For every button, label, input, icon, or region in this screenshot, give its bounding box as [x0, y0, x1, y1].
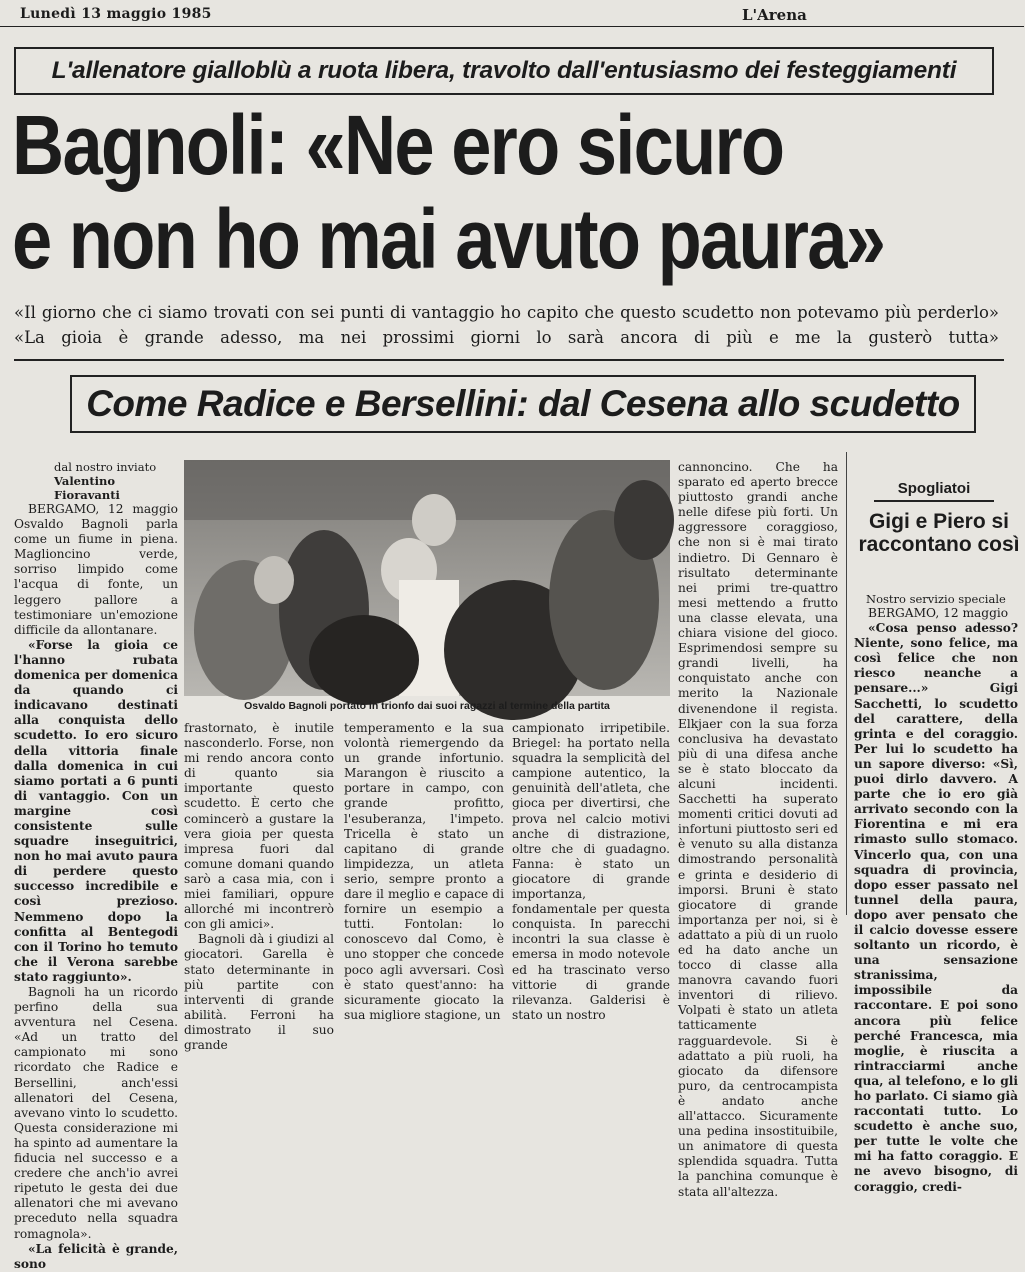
article-paragraph: Bagnoli ha un ricordo perfino della sua avventura nel Cesena. «Ad un tratto del campionato mi sono ricordato che Radice e Bersellini, anch'essi allenatori del Cesena, avevano vinto lo scudetto. Questa considerazione mi ha spinto ad aumentare la fiducia nel successo e a credere che anch'io avrei ripetuto le gesta dei due allenatori che mi avevano preceduto nella squadra romagnola».	[14, 985, 178, 1241]
sidebar-title: Gigi e Piero si raccontano così	[858, 510, 1020, 556]
headline-line-1: Bagnoli: «Ne ero sicuro	[12, 98, 784, 192]
subhead-line-2: «La gioia è grande adesso, ma nei prossimi giorni lo sarà ancora di più e me la gusterò tutta»	[14, 328, 999, 347]
article-paragraph: «Forse la gioia ce l'hanno rubata domenica per domenica da quando ci indicavano destinati alla conquista dello scudetto. Io ero sicuro della vittoria finale dalla domenica in cui siamo portati a 6 punti di vantaggio. Con un margine così consistente sulle squadre inseguitrici, non ho mai avuto paura di perdere questo successo incredibile e così prezioso. Nemmeno dopo la confitta al Bentegodi con il Torino ho temuto che il Verona sarebbe stato raggiunto».	[14, 637, 178, 984]
kicker-headline: L'allenatore gialloblù a ruota libera, travolto dall'entusiasmo dei festeggiamenti	[14, 47, 994, 95]
article-photo	[184, 460, 670, 696]
newspaper-name: L'Arena	[742, 6, 807, 24]
article-column-1	[14, 460, 178, 1271]
byline-label: dal nostro inviato	[54, 460, 157, 474]
sidebar-label: Spogliatoi	[874, 480, 994, 502]
sidebar-paragraph: «Cosa penso adesso? Niente, sono felice, ma così felice che non riesco neanche a pensare...» Gigi Sacchetti, lo scudetto del carattere, della grinta e del coraggio. Per lui lo scudetto ha un sapore diverso: «Sì, puoi dirlo davvero. A parte che io ero già arrivato secondo con la Fiorentina e mi era rimasto sullo stomaco. Vincerlo qua, con una squadra di provincia, dopo esser passato nel tunnel della paura, dopo aver pensato che il calcio dovesse essere soltanto un ricordo, è una sensazione stranissima, impossibile da raccontare. E poi sono ancora più felice perché Francesca, mia moglie, è riuscita a rintracciarmi anche qua, al telefono, e lo gli ho parlato. Ci siamo già raccontati tutto. Lo scudetto è anche suo, per tutte le volte che mi ha fatto coraggio. E ne avevo bisogno, di coraggio, credi-	[854, 621, 1018, 1194]
subhead-line-1: «Il giorno che ci siamo trovati con sei punti di vantaggio ho capito che questo scudetto non potevamo più perderlo»	[14, 303, 999, 322]
article-paragraph: frastornato, è inutile nasconderlo. Forse, non mi rendo ancora conto di quanto sia importante questo scudetto. È certo che comincerò a gustare la vera gioia per questa impresa fuori dal comune domani quando sarò a casa mia, con i miei familiari, oppure allorché mi incontrerò con gli amici».	[184, 721, 334, 932]
byline-author: Valentino Fioravanti	[54, 474, 120, 502]
article-column-4	[512, 721, 670, 1022]
photo-crowd-image	[184, 460, 670, 696]
section-banner: Come Radice e Bersellini: dal Cesena allo scudetto	[70, 375, 976, 433]
article-paragraph: temperamento e la sua volontà riemergendo da un grande infortunio. Marangon è riuscito a portare in campo, con grande profitto, l'esuberanza, l'impeto. Tricella è stato un capitano di grande limpidezza, un atleta serio, sempre pronto a dare il meglio e capace di fornire un esempio a tutti. Fontolan: lo conoscevo dal Como, è uno stopper che concede poco agli avversari. Così è stato quest'anno: ha sicuramente giocato la sua migliore stagione, un	[344, 721, 504, 1022]
sidebar-column	[854, 606, 1018, 1194]
article-column-2	[184, 721, 334, 1052]
subheadline	[14, 300, 1004, 350]
issue-date: Lunedì 13 maggio 1985	[20, 6, 212, 22]
article-column-3	[344, 721, 504, 1022]
sidebar-dateline: BERGAMO, 12 maggio	[868, 606, 1009, 620]
article-paragraph: cannoncino. Che ha sparato ed aperto brecce piuttosto grandi anche nelle difese più forti. Un aggressore coraggioso, che non si è mai tirato indietro. Di Gennaro è risultato determinante nei primi tre-quattro mesi mettendo a frutto una classe elevata, una chiara visione del gioco. Esprimendosi sempre su grandi livelli, ha conquistato anche con merito la Nazionale divenendone il regista. Elkjaer con la sua forza conclusiva ha devastato più di una difesa anche se è stato bloccato da alcuni incidenti. Sacchetti ha superato momenti critici dovuti ad infortuni piuttosto seri ed è venuto su alla distanza dimostrando personalità e grinta e desiderio di imporsi. Bruni è stato giocatore di grande importanza per noi, si è adattato a più di un ruolo ed ha dato anche un tocco di classe alla manovra cavando fuori inventori di rilievo. Volpati è stato un atleta tatticamente ragguardevole. Si è adattato a più ruoli, ha giocato da difensore puro, da centrocampista è andato anche all'attacco. Sicuramente una pedina insostituibile, un animatore di questa splendida squadra. Tutta la panchina comunque è stata all'altezza.	[678, 460, 838, 1199]
headline-line-2: e non ho mai avuto paura»	[12, 192, 885, 286]
main-headline	[12, 98, 885, 286]
article-paragraph: campionato irripetibile. Briegel: ha portato nella squadra la semplicità del campione autentico, la genuinità dell'atleta, che gioca per divertirsi, che prova nel calcio motivi anche di distrazione, oltre che di guadagno. Fanna: è stato un giocatore di grande importanza, fondamentale per questa conquista. In parecchi incontri la sua classe è emersa in modo notevole ed ha trascinato verso vittorie di grande rilevanza. Galderisi è stato un nostro	[512, 721, 670, 1022]
byline	[14, 460, 178, 502]
article-paragraph: BERGAMO, 12 maggio Osvaldo Bagnoli parla come un fiume in piena. Maglioncino verde, sorriso limpido come l'acqua di fonte, un leggero pallore a testimoniare un'emozione difficile da allontanare.	[14, 502, 178, 637]
article-column-5	[678, 460, 838, 1199]
article-paragraph: «La felicità è grande, sono	[14, 1241, 178, 1271]
photo-caption: Osvaldo Bagnoli portato in trionfo dai suoi ragazzi al termine della partita	[244, 700, 610, 712]
article-paragraph: Bagnoli dà i giudizi al giocatori. Garella è stato determinante in più partite con interventi di grande abilità. Ferroni ha dimostrato il suo grande	[184, 932, 334, 1052]
masthead-strip	[0, 0, 1024, 27]
section-divider	[14, 359, 1004, 361]
sidebar-service-note: Nostro servizio speciale	[866, 592, 1006, 606]
